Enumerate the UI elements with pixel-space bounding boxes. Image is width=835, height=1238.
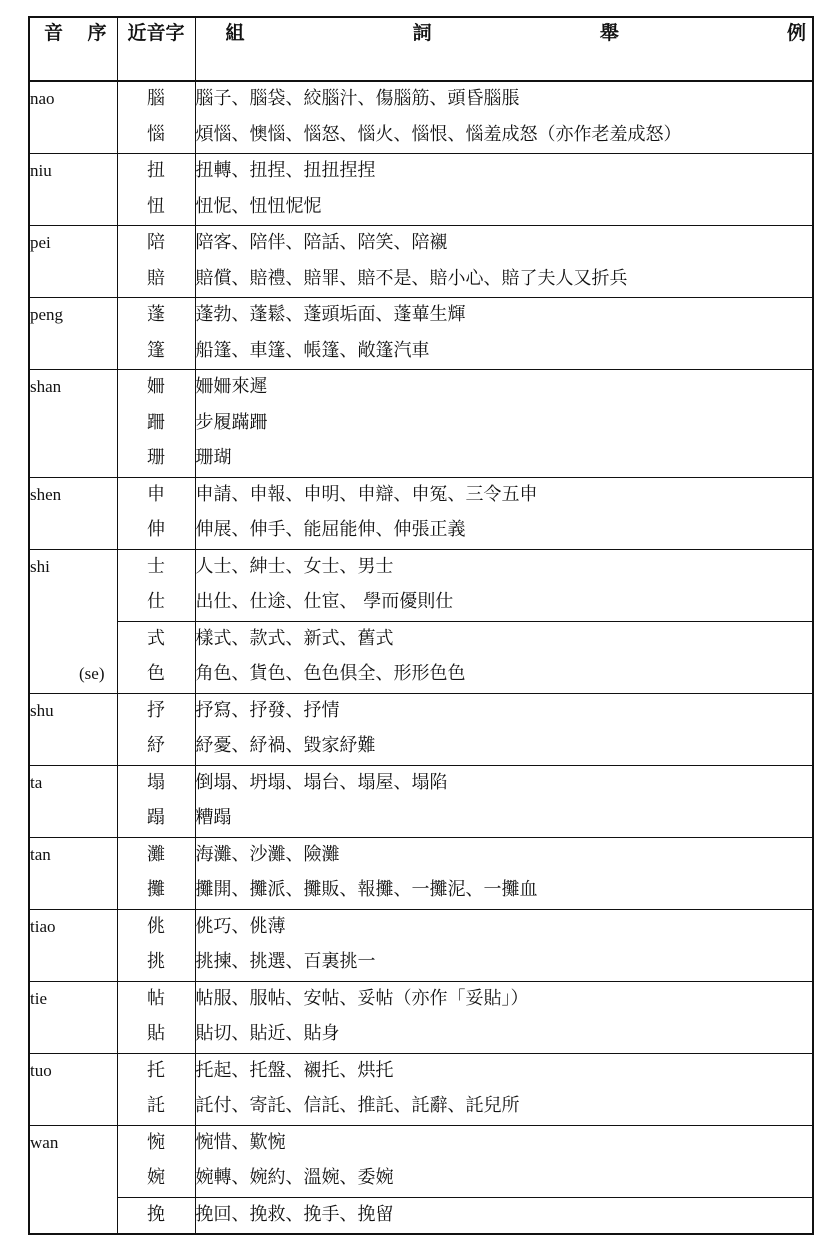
similar-char: 挑 xyxy=(117,945,195,981)
word-examples: 托起、托盤、襯托、烘托 xyxy=(195,1053,813,1089)
table-row xyxy=(29,1053,813,1089)
word-examples: 貼切、貼近、貼身 xyxy=(195,1023,340,1044)
header-word-char: 詞 xyxy=(412,22,432,44)
alt-pinyin-label: (se) xyxy=(79,663,105,683)
word-examples: 託付、寄託、信託、推託、託辭、託兒所 xyxy=(195,1095,520,1116)
table-row xyxy=(29,226,813,262)
pinyin-label: niu xyxy=(30,161,52,180)
word-examples: 出仕、仕途、仕宦、 學而優則仕 xyxy=(195,591,454,612)
pinyin-cell xyxy=(29,837,117,909)
header-word-char: 組 xyxy=(225,22,245,44)
pinyin-cell xyxy=(29,477,117,549)
header-similar-chars: 近音字 xyxy=(117,17,195,81)
table-row xyxy=(29,873,813,909)
similar-char: 紓 xyxy=(117,729,195,765)
table-body xyxy=(29,81,813,1234)
table-row xyxy=(29,693,813,729)
table-row xyxy=(29,909,813,945)
pinyin-cell xyxy=(29,909,117,981)
word-examples: 煩惱、懊惱、惱怒、惱火、惱恨、惱羞成怒（亦作老羞成怒） xyxy=(195,123,682,145)
pinyin-cell xyxy=(29,154,117,226)
pinyin-label: tie xyxy=(30,988,47,1008)
table-row xyxy=(29,190,813,226)
table-row xyxy=(29,549,813,585)
table-row xyxy=(29,441,813,477)
table-row xyxy=(29,585,813,621)
similar-char: 色 xyxy=(117,657,195,693)
similar-char: 灘 xyxy=(117,837,195,873)
word-examples: 倒塌、坍塌、塌台、塌屋、塌陷 xyxy=(195,765,813,801)
word-examples: 紓憂、紓禍、毀家紓難 xyxy=(195,735,376,756)
table-row xyxy=(29,1161,813,1197)
header-pinyin-order xyxy=(29,17,117,81)
table-row xyxy=(29,981,813,1017)
pinyin-cell xyxy=(29,1053,117,1125)
similar-char: 珊 xyxy=(117,441,195,477)
table-row xyxy=(29,513,813,549)
pinyin-cell xyxy=(29,226,117,298)
word-examples: 姍姍來遲 xyxy=(195,370,813,406)
table-row xyxy=(29,118,813,154)
word-examples: 帖服、服帖、安帖、妥帖（亦作「妥貼」） xyxy=(195,981,813,1017)
table-row xyxy=(29,1089,813,1125)
pinyin-cell xyxy=(29,981,117,1053)
word-examples: 角色、貨色、色色俱全、形形色色 xyxy=(195,663,466,684)
similar-char: 帖 xyxy=(117,981,195,1017)
pinyin-cell xyxy=(29,298,117,370)
pinyin-label: peng xyxy=(30,305,64,324)
table-row xyxy=(29,477,813,513)
header-word-examples xyxy=(195,17,813,81)
word-examples: 腦子、腦袋、絞腦汁、傷腦筋、頭昏腦脹 xyxy=(195,81,813,118)
table-row xyxy=(29,298,813,334)
table-row xyxy=(29,406,813,442)
header-pinyin-char: 序 xyxy=(87,22,107,44)
similar-char: 式 xyxy=(117,621,195,657)
table-row xyxy=(29,81,813,118)
word-examples: 糟蹋 xyxy=(195,807,232,828)
word-examples: 珊瑚 xyxy=(195,447,232,468)
pinyin-cell xyxy=(29,693,117,765)
similar-char: 腦 xyxy=(117,81,195,118)
similar-char: 抒 xyxy=(117,693,195,729)
table-row xyxy=(29,729,813,765)
similar-char: 塌 xyxy=(117,765,195,801)
similar-char: 婉 xyxy=(117,1161,195,1197)
similar-char: 蓬 xyxy=(117,298,195,334)
table-row xyxy=(29,154,813,190)
table-row xyxy=(29,801,813,837)
table-row xyxy=(29,334,813,370)
similar-char: 攤 xyxy=(117,873,195,909)
table-row xyxy=(29,657,813,693)
pinyin-label: shu xyxy=(30,700,54,720)
word-examples: 忸怩、忸忸怩怩 xyxy=(195,195,322,217)
similar-char: 姍 xyxy=(117,370,195,406)
word-examples: 挑揀、挑選、百裏挑一 xyxy=(195,951,376,972)
word-examples: 船篷、車篷、帳篷、敞篷汽車 xyxy=(195,339,430,361)
word-examples: 扭轉、扭捏、扭扭捏捏 xyxy=(195,154,813,190)
table-row xyxy=(29,837,813,873)
word-examples: 惋惜、歎惋 xyxy=(195,1125,813,1161)
similar-char: 挽 xyxy=(117,1197,195,1234)
similar-char: 篷 xyxy=(117,334,195,370)
table-row xyxy=(29,1125,813,1161)
pinyin-label: tiao xyxy=(30,916,56,936)
word-examples: 步履蹣跚 xyxy=(195,411,268,433)
word-examples: 申請、申報、申明、申辯、申冤、三令五申 xyxy=(195,477,813,513)
table-header xyxy=(29,17,813,81)
pinyin-label: tan xyxy=(30,844,51,864)
pinyin-cell xyxy=(29,370,117,478)
header-pinyin-char: 音 xyxy=(44,22,64,44)
word-examples: 佻巧、佻薄 xyxy=(195,909,813,945)
pinyin-cell xyxy=(29,81,117,154)
pinyin-label: ta xyxy=(30,772,43,792)
similar-char: 貼 xyxy=(117,1017,195,1053)
word-examples: 賠償、賠禮、賠罪、賠不是、賠小心、賠了夫人又折兵 xyxy=(195,267,628,289)
table-row xyxy=(29,945,813,981)
pinyin-cell xyxy=(29,549,117,693)
table-row xyxy=(29,262,813,298)
table-row xyxy=(29,370,813,406)
pinyin-label: shi xyxy=(30,556,50,576)
pinyin-cell xyxy=(29,765,117,837)
word-examples: 婉轉、婉約、溫婉、委婉 xyxy=(195,1167,394,1188)
word-examples: 蓬勃、蓬鬆、蓬頭垢面、蓬蓽生輝 xyxy=(195,298,813,334)
similar-char: 士 xyxy=(117,549,195,585)
pinyin-label: shan xyxy=(30,377,62,396)
pinyin-label: nao xyxy=(30,89,55,108)
similar-char: 惱 xyxy=(117,118,195,154)
word-examples: 挽回、挽救、挽手、挽留 xyxy=(195,1197,813,1234)
word-examples: 攤開、攤派、攤販、報攤、一攤泥、一攤血 xyxy=(195,879,538,900)
similar-char: 申 xyxy=(117,477,195,513)
table-row xyxy=(29,1197,813,1234)
table-row xyxy=(29,765,813,801)
similar-char: 賠 xyxy=(117,262,195,298)
similar-char: 惋 xyxy=(117,1125,195,1161)
similar-char: 忸 xyxy=(117,190,195,226)
word-examples: 海灘、沙灘、險灘 xyxy=(195,837,813,873)
pinyin-label: shen xyxy=(30,484,62,504)
word-examples: 人士、紳士、女士、男士 xyxy=(195,549,813,585)
table-row xyxy=(29,621,813,657)
similar-char: 蹋 xyxy=(117,801,195,837)
word-examples: 陪客、陪伴、陪話、陪笑、陪襯 xyxy=(195,226,813,262)
similar-char: 佻 xyxy=(117,909,195,945)
similar-char: 扭 xyxy=(117,154,195,190)
header-word-char: 例 xyxy=(786,22,806,44)
similar-char: 仕 xyxy=(117,585,195,621)
pinyin-cell xyxy=(29,1125,117,1234)
pinyin-label: wan xyxy=(30,1132,59,1152)
homophone-table xyxy=(28,16,814,1235)
similar-char: 陪 xyxy=(117,226,195,262)
pinyin-label: pei xyxy=(30,233,51,252)
pinyin-label: tuo xyxy=(30,1060,52,1080)
word-examples: 抒寫、抒發、抒情 xyxy=(195,693,813,729)
word-examples: 伸展、伸手、能屈能伸、伸張正義 xyxy=(195,519,466,540)
similar-char: 托 xyxy=(117,1053,195,1089)
word-examples: 樣式、款式、新式、舊式 xyxy=(195,621,813,657)
similar-char: 跚 xyxy=(117,406,195,442)
header-word-char: 舉 xyxy=(599,22,619,44)
similar-char: 託 xyxy=(117,1089,195,1125)
similar-char: 伸 xyxy=(117,513,195,549)
table-row xyxy=(29,1017,813,1053)
